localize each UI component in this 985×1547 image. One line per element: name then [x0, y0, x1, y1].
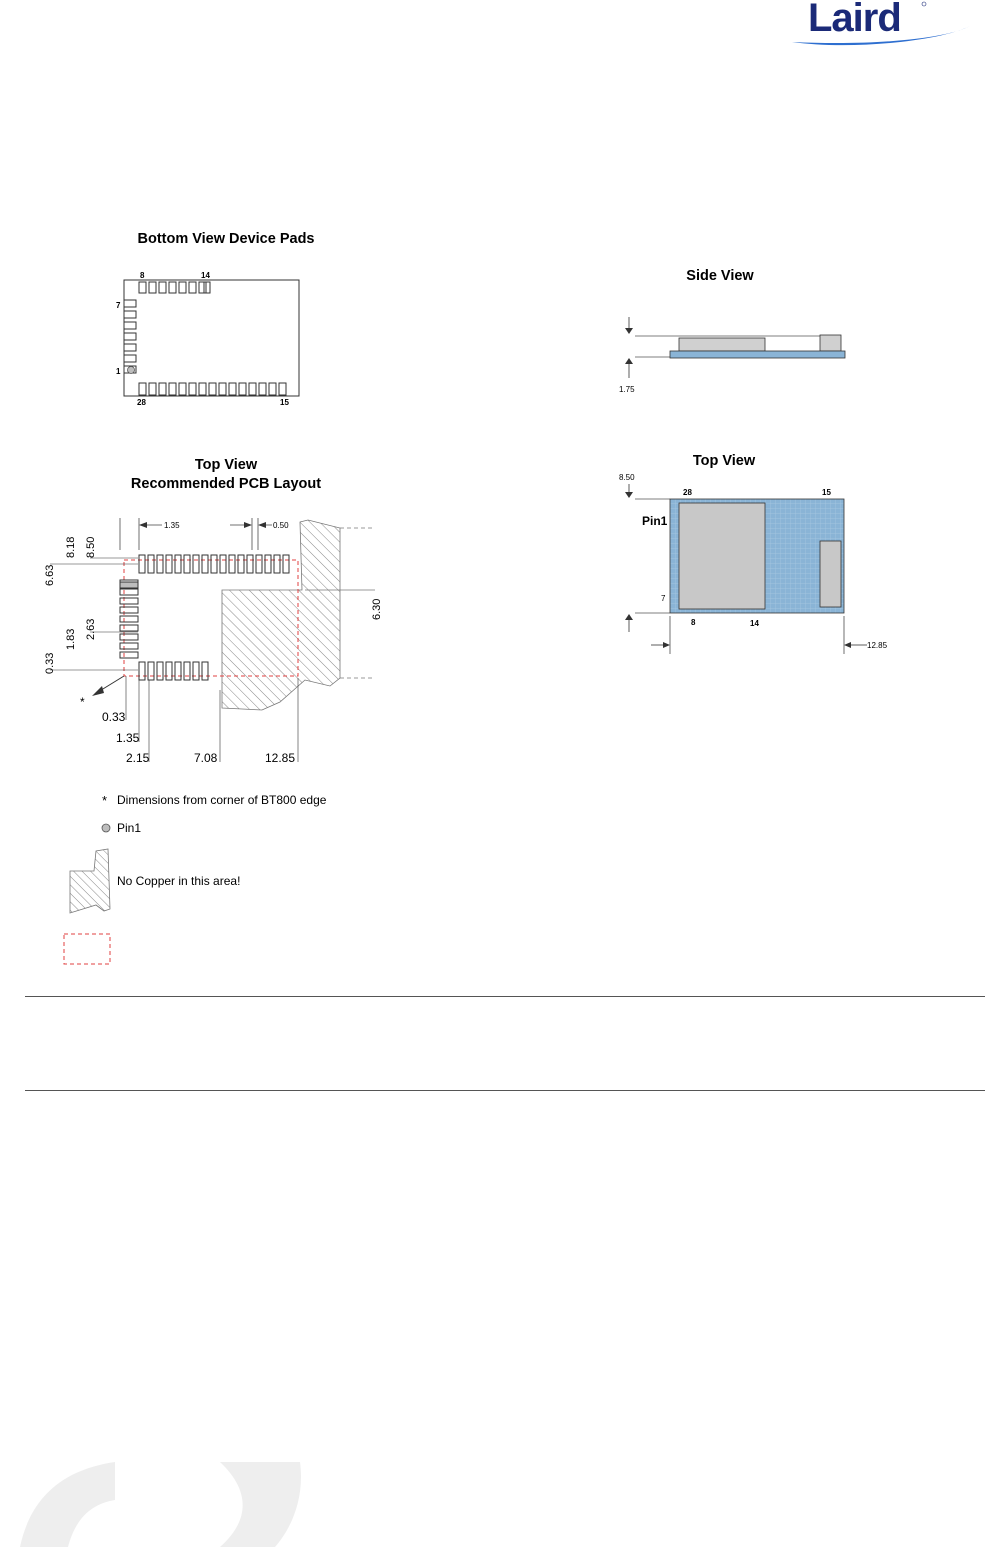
- module-top-view-drawing: [615, 468, 900, 658]
- dim-850: 8.50: [85, 536, 97, 558]
- pcb-layout-title: [100, 456, 352, 494]
- dim-183: 1.83: [65, 628, 77, 650]
- pcb-layout-drawing: [40, 510, 390, 770]
- dim-263: 2.63: [85, 618, 97, 640]
- dim-708: 7.08: [194, 751, 218, 765]
- dim-215: 2.15: [126, 751, 150, 765]
- logo-text: Laird: [808, 0, 901, 40]
- module-label-7: 7: [661, 594, 666, 603]
- pcb-title-line2: Recommended PCB Layout: [130, 476, 322, 492]
- module-dim-850: 8.50: [619, 473, 635, 482]
- pcb-title-line1: Top View: [194, 457, 258, 473]
- legend-no-copper-text: No Copper in this area!: [117, 874, 241, 888]
- module-label-8: 8: [691, 618, 696, 627]
- legend-star: *: [102, 793, 108, 808]
- side-view-dim: 1.75: [619, 385, 635, 394]
- bottom-view-drawing: [110, 265, 310, 410]
- legend-no-copper-icon: [66, 847, 114, 917]
- divider-bottom: [25, 1090, 985, 1091]
- dim-1285: 12.85: [265, 751, 296, 765]
- module-top-view-title: Top View: [692, 453, 756, 469]
- module-label-28: 28: [683, 488, 692, 497]
- dim-033-v: 0.33: [44, 652, 56, 674]
- dim-star: *: [80, 695, 85, 709]
- legend-star-text: Dimensions from corner of BT800 edge: [117, 793, 327, 807]
- dim-630: 6.30: [371, 598, 383, 620]
- dim-050: 0.50: [273, 521, 289, 530]
- dim-135-top: 1.35: [164, 521, 180, 530]
- dim-135-b: 1.35: [116, 731, 140, 745]
- module-pin1: Pin1: [642, 514, 668, 528]
- divider-top: [25, 996, 985, 997]
- logo-swoosh: [788, 0, 973, 52]
- bottom-view-title: Bottom View Device Pads: [137, 231, 315, 247]
- watermark-shape: [20, 1460, 320, 1547]
- module-label-14: 14: [750, 619, 759, 628]
- bv-label-8: 8: [140, 271, 145, 280]
- dim-818: 8.18: [65, 536, 77, 558]
- module-dim-1285: 12.85: [867, 641, 888, 650]
- dim-663: 6.63: [44, 564, 56, 586]
- bv-label-1: 1: [116, 367, 121, 376]
- legend-keepout-icon: [62, 932, 114, 968]
- bv-label-28: 28: [137, 398, 146, 407]
- laird-logo: [788, 0, 973, 52]
- dim-033-h: 0.33: [102, 710, 126, 724]
- bv-label-7: 7: [116, 301, 121, 310]
- legend-pin1-text: Pin1: [117, 821, 142, 835]
- legend-pin1-icon: [100, 822, 112, 834]
- side-view-drawing: [615, 312, 855, 397]
- bv-label-14: 14: [201, 271, 210, 280]
- side-view-title: Side View: [686, 268, 754, 284]
- bv-label-15: 15: [280, 398, 289, 407]
- module-label-15: 15: [822, 488, 831, 497]
